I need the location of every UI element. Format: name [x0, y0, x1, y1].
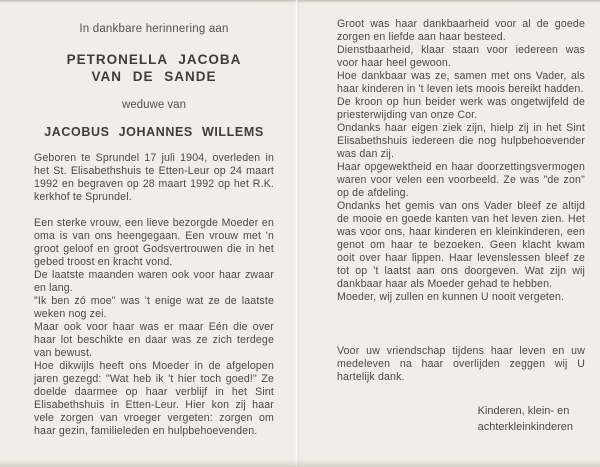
deceased-name-line2: VAN DE SANDE [91, 69, 217, 84]
deceased-name-line1: PETRONELLA JACOBA [66, 52, 242, 67]
relation-line: weduwe van [122, 99, 186, 111]
paragraph: De kroon op hun beider werk was ongetwijfeld de priesterwijding van onze Cor. [337, 96, 585, 121]
paragraph: Hoe dankbaar was ze, samen met ons Vader, als haar kinderen in 't leven iets moois bereikt hadden. [337, 70, 585, 95]
signature [478, 403, 573, 435]
thanks-paragraph: Voor uw vriendschap tijdens haar leven en uw medeleven na haar overlijden zeggen wij U hartelijk dank. [337, 345, 585, 383]
spouse-name: JACOBUS JOHANNES WILLEMS [44, 125, 264, 139]
paragraph: Ondanks het gemis van ons Vader bleef ze altijd de mooie en goede kanten van het leven zien. Het was voor ons, haar kinderen en kleinkinderen, een genot om haar te bezoeken. Geen klacht kwam ooit over haar lippen. Haar levenslessen bleef ze tot op 't laatst aan ons doorgeven. Wat zijn wij dankbaar haar als Moeder gehad te hebben. [337, 200, 585, 290]
signature-line2: achterkleinkinderen [477, 421, 573, 433]
left-body-text [34, 152, 274, 438]
signature-line1: Kinderen, klein- en [477, 405, 570, 417]
paragraph: Groot was haar dankbaarheid voor al de goede zorgen en liefde aan haar besteed. [337, 18, 585, 43]
right-body-text [337, 18, 585, 384]
paragraph: Hoe dikwijls heeft ons Moeder in de afgelopen jaren gezegd: "Wat heb ik 't hier toch goed!" Ze doelde daarmee op haar verblijf in het Sint Elisabethshuis in Etten-Leur. Hier kon zij haar vele zorgen van vroeger vergeten: zorgen om haar gezin, familieleden en hulpbehoevenden. [34, 360, 274, 437]
paragraph: "Ik ben zó moe" was 't enige wat ze de laatste weken nog zei. [34, 295, 274, 320]
paragraph: Haar opgewektheid en haar doorzettingsvermogen waren voor velen een voorbeeld. Ze was "de zon" op de afdeling. [337, 161, 585, 199]
right-page [300, 0, 600, 467]
paragraph: Moeder, wij zullen en kunnen U nooit vergeten. [337, 291, 565, 303]
paragraph: Een sterke vrouw, een lieve bezorgde Moeder en oma is van ons heengegaan. Een vrouw met 'n groot geloof en groot Godsvertrouwen die in het gebed troost en kracht vond. [34, 217, 274, 268]
paragraph-birth-death: Geboren te Sprundel 17 juli 1904, overleden in het St. Elisabethshuis te Etten-Leur op 24 maart 1992 en begraven op 28 maart 1992 op het R.K. kerkhof te Sprundel. [34, 152, 274, 203]
deceased-name [34, 51, 274, 85]
intro-line: In dankbare herinnering aan [79, 23, 229, 35]
paragraph: De laatste maanden waren ook voor haar zwaar en lang. [34, 269, 274, 294]
paragraph: Ondanks haar eigen ziek zijn, hielp zij in het Sint Elisabethshuis iedereen die nog hulpbehoevender was dan zij. [337, 122, 585, 160]
paragraph: Dienstbaarheid, klaar staan voor iedereen was voor haar heel gewoon. [337, 44, 585, 69]
paragraph: Maar ook voor haar was er maar Eén die over haar lot beschikte en daar was ze zich terdege van bewust. [34, 321, 274, 359]
